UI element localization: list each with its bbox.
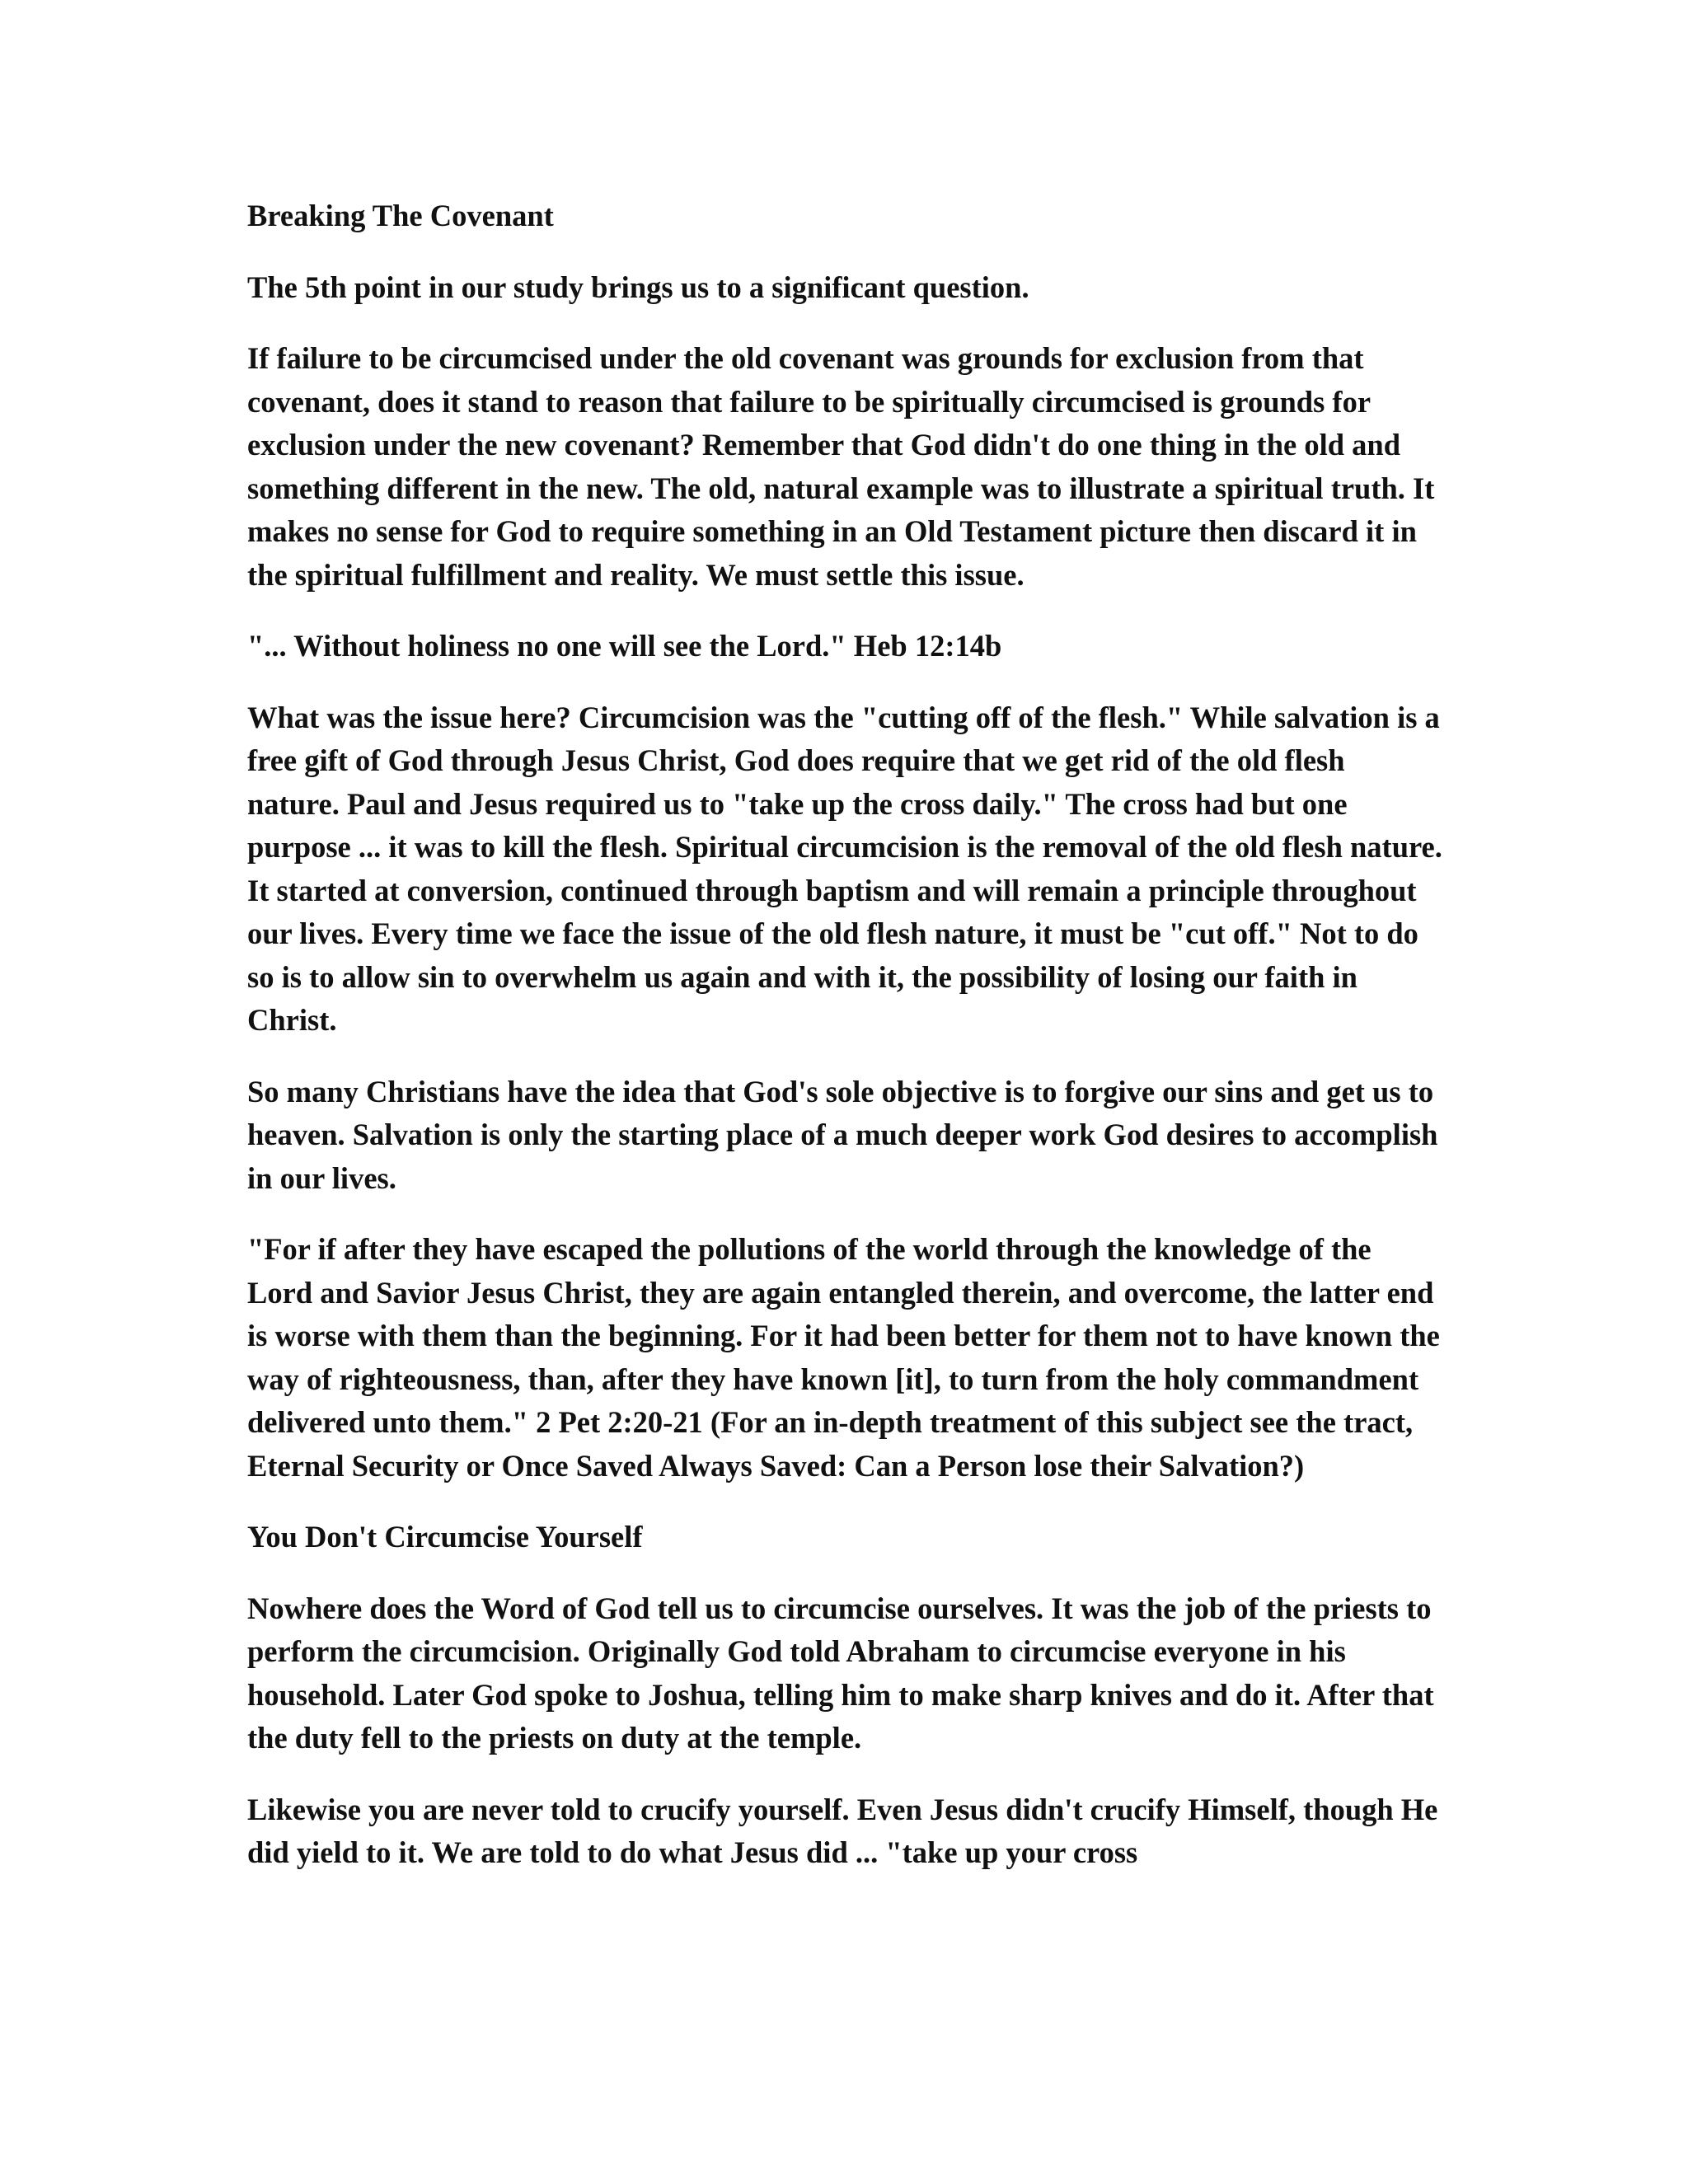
paragraph-priests: Nowhere does the Word of God tell us to circumcise ourselves. It was the job of the priests to perform the circumcision. Originally God told Abraham to circumcise everyone in his household. Later God spoke to Joshua, telling him to make sharp knives and do it. After that the duty fell to the priests on duty at the temple. [247,1591,1434,1755]
paragraph-intro: The 5th point in our study brings us to a significant question. [247,269,1029,304]
section-title: Breaking The Covenant [247,199,554,232]
scripture-quote-heb: "... Without holiness no one will see the Lord." Heb 12:14b [247,629,1002,663]
scripture-quote-pet: "For if after they have escaped the pollutions of the world through the knowledge of the Lord and Savior Jesus Christ, they are again entangled therein, and overcome, the latter end is worse with them than the beginning. For it had been better for them not to have known the way of righteousness, than, after they have known [it], to turn from the holy commandment delivered unto them." 2 Pet 2:20-21 (For an in-depth treatment of this subject see the tract, Eternal Security or Once Saved Always Saved: Can a Person lose their Salvation?) [247,1232,1440,1483]
paragraph-crucify: Likewise you are never told to crucify yourself. Even Jesus didn't crucify Himself, though He did yield to it. We are told to do what Jesus did ... "take up your cross [247,1792,1438,1869]
section-subheading: You Don't Circumcise Yourself [247,1520,643,1554]
paragraph-circumcision: What was the issue here? Circumcision was the "cutting off of the flesh." While salvation is a free gift of God through Jesus Christ, God does require that we get rid of the old flesh nature. Paul and Jesus required us to "take up the cross daily." The cross had but one purpose ... it was to kill the flesh. Spiritual circumcision is the removal of the old flesh nature. It started at conversion, continued through baptism and will remain a principle throughout our lives. Every time we face the issue of the old flesh nature, it must be "cut off." Not to do so is to allow sin to overwhelm us again and with it, the possibility of losing our faith in Christ. [247,700,1442,1037]
paragraph-salvation: So many Christians have the idea that God's sole objective is to forgive our sins and get us to heaven. Salvation is only the starting place of a much deeper work God desires to accomplish in our lives. [247,1074,1438,1195]
document-body [247,194,1442,1903]
paragraph-question: If failure to be circumcised under the old covenant was grounds for exclusion from that covenant, does it stand to reason that failure to be spiritually circumcised is grounds for exclusion under the new covenant? Remember that God didn't do one thing in the old and something different in the new. The old, natural example was to illustrate a spiritual truth. It makes no sense for God to require something in an Old Testament picture then discard it in the spiritual fulfillment and reality. We must settle this issue. [247,341,1435,592]
